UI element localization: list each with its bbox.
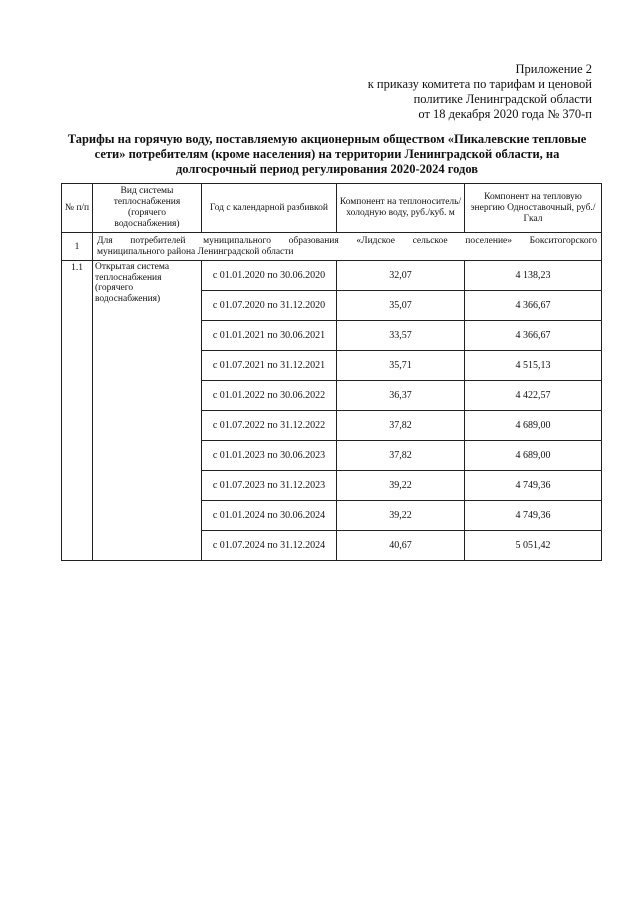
header-water-component: Компонент на теплоноситель/холодную воду, руб./куб. м: [337, 184, 465, 233]
water-component-cell: 36,37: [337, 381, 465, 411]
heat-component-cell: 4 749,36: [465, 471, 602, 501]
water-component-cell: 33,57: [337, 321, 465, 351]
appendix-line: политике Ленинградской области: [413, 92, 592, 106]
period-cell: с 01.01.2022 по 30.06.2022: [202, 381, 337, 411]
heat-component-cell: 5 051,42: [465, 531, 602, 561]
table-row: [62, 261, 602, 291]
header-number: № п/п: [62, 184, 93, 233]
period-cell: с 01.07.2022 по 31.12.2022: [202, 411, 337, 441]
water-component-cell: 35,07: [337, 291, 465, 321]
heat-component-cell: 4 689,00: [465, 411, 602, 441]
appendix-line: к приказу комитета по тарифам и ценовой: [367, 77, 592, 91]
water-component-cell: 37,82: [337, 441, 465, 471]
water-component-cell: 39,22: [337, 501, 465, 531]
water-component-cell: 32,07: [337, 261, 465, 291]
heat-component-cell: 4 515,13: [465, 351, 602, 381]
water-component-cell: 39,22: [337, 471, 465, 501]
period-cell: с 01.01.2024 по 30.06.2024: [202, 501, 337, 531]
appendix-line: Приложение 2: [515, 62, 592, 76]
heat-component-cell: 4 689,00: [465, 441, 602, 471]
period-cell: с 01.01.2021 по 30.06.2021: [202, 321, 337, 351]
consumer-line: Для потребителей муниципального образования «Лидское сельское поселение» Бокситогорского: [97, 236, 597, 246]
system-type: Открытая система теплоснабжения (горячего водоснабжения): [93, 261, 202, 561]
period-cell: с 01.01.2023 по 30.06.2023: [202, 441, 337, 471]
period-cell: с 01.07.2021 по 31.12.2021: [202, 351, 337, 381]
heat-component-cell: 4 138,23: [465, 261, 602, 291]
period-cell: с 01.01.2020 по 30.06.2020: [202, 261, 337, 291]
heat-component-cell: 4 422,57: [465, 381, 602, 411]
appendix-line: от 18 декабря 2020 года № 370-п: [418, 107, 592, 121]
appendix-block: [292, 62, 592, 122]
consumer-row: [62, 233, 602, 261]
period-cell: с 01.07.2020 по 31.12.2020: [202, 291, 337, 321]
document-title: Тарифы на горячую воду, поставляемую акционерным обществом «Пикалевские тепловые сети» потребителям (кроме населения) на территории Ленинградской области, на долгосрочный период регулирования 2020-2024 годов: [67, 132, 587, 176]
table-body: [62, 233, 602, 561]
header-heat-component: Компонент на тепловую энергию Одноставочный, руб./Гкал: [465, 184, 602, 233]
heat-component-cell: 4 366,67: [465, 321, 602, 351]
water-component-cell: 35,71: [337, 351, 465, 381]
item-number: 1.1: [62, 261, 93, 561]
header-period: Год с календарной разбивкой: [202, 184, 337, 233]
header-system: Вид системы теплоснабжения (горячего водоснабжения): [93, 184, 202, 233]
table-header-row: [62, 184, 602, 233]
consumer-number: 1: [62, 233, 93, 261]
consumer-line: муниципального района Ленинградской области: [97, 246, 294, 257]
tariff-table: [61, 183, 602, 561]
heat-component-cell: 4 366,67: [465, 291, 602, 321]
period-cell: с 01.07.2024 по 31.12.2024: [202, 531, 337, 561]
consumer-description: [93, 233, 602, 261]
period-cell: с 01.07.2023 по 31.12.2023: [202, 471, 337, 501]
water-component-cell: 40,67: [337, 531, 465, 561]
heat-component-cell: 4 749,36: [465, 501, 602, 531]
water-component-cell: 37,82: [337, 411, 465, 441]
